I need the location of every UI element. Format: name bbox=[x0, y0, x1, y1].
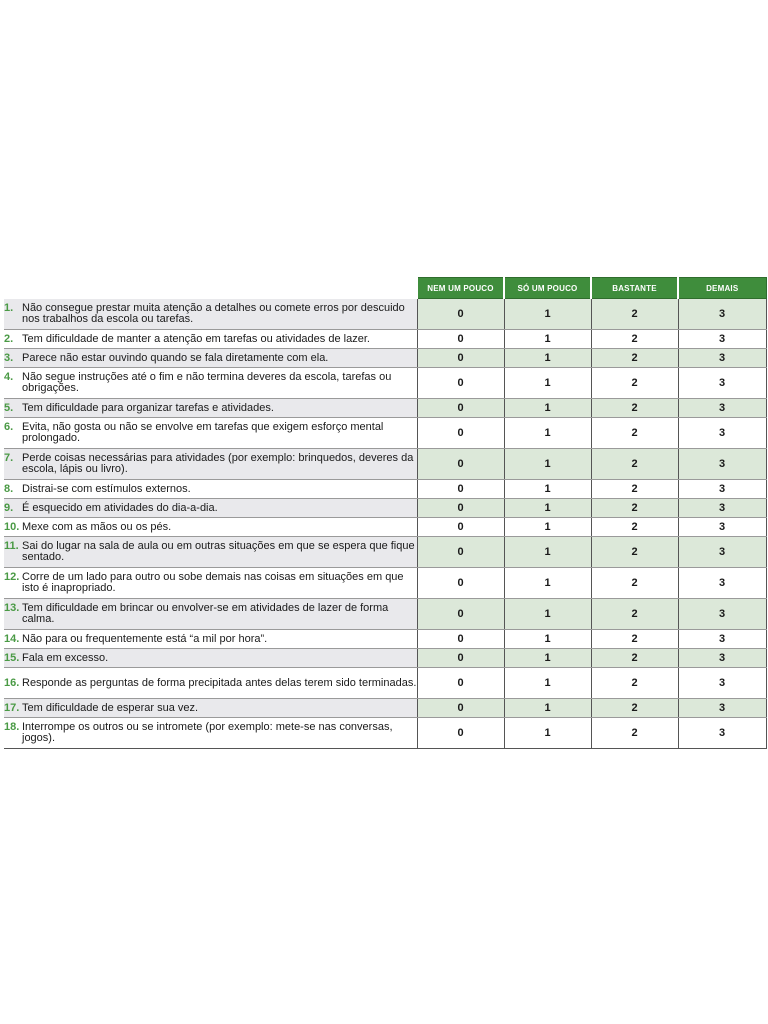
score-cell: 2 bbox=[591, 349, 678, 368]
table-row bbox=[4, 568, 766, 599]
item-text: Tem dificuldade de esperar sua vez. bbox=[22, 701, 199, 714]
score-cell: 0 bbox=[417, 418, 504, 449]
item-cell bbox=[4, 668, 417, 699]
score-cell: 1 bbox=[504, 599, 591, 630]
score-cell: 2 bbox=[591, 330, 678, 349]
table-row bbox=[4, 499, 766, 518]
item-cell bbox=[4, 518, 417, 537]
table-row bbox=[4, 299, 766, 330]
item-number: 6. bbox=[4, 421, 14, 433]
header-bastante: BASTANTE bbox=[591, 278, 678, 299]
table-row bbox=[4, 349, 766, 368]
item-cell bbox=[4, 399, 417, 418]
table-row bbox=[4, 599, 766, 630]
item-cell bbox=[4, 537, 417, 568]
item-text: Tem dificuldade em brincar ou envolver-se em atividades de lazer de forma calma. bbox=[22, 602, 389, 625]
score-cell: 3 bbox=[678, 718, 766, 749]
score-cell: 3 bbox=[678, 368, 766, 399]
score-cell: 0 bbox=[417, 399, 504, 418]
score-cell: 0 bbox=[417, 299, 504, 330]
symptom-rating-table bbox=[4, 277, 767, 749]
score-cell: 2 bbox=[591, 699, 678, 718]
item-cell bbox=[4, 449, 417, 480]
item-number: 9. bbox=[4, 501, 14, 514]
item-text: Parece não estar ouvindo quando se fala diretamente com ela. bbox=[22, 351, 329, 364]
item-cell bbox=[4, 649, 417, 668]
table-row bbox=[4, 518, 766, 537]
score-cell: 2 bbox=[591, 480, 678, 499]
score-cell: 2 bbox=[591, 499, 678, 518]
score-cell: 0 bbox=[417, 499, 504, 518]
table-row bbox=[4, 330, 766, 349]
score-cell: 1 bbox=[504, 330, 591, 349]
score-cell: 1 bbox=[504, 649, 591, 668]
item-text: Tem dificuldade de manter a atenção em tarefas ou atividades de lazer. bbox=[22, 332, 370, 345]
score-cell: 0 bbox=[417, 699, 504, 718]
item-number: 1. bbox=[4, 301, 14, 314]
item-text: Evita, não gosta ou não se envolve em tarefas que exigem esforço mental prolongado. bbox=[22, 421, 384, 444]
score-cell: 1 bbox=[504, 368, 591, 399]
score-cell: 3 bbox=[678, 599, 766, 630]
score-cell: 3 bbox=[678, 499, 766, 518]
score-cell: 3 bbox=[678, 418, 766, 449]
score-cell: 1 bbox=[504, 518, 591, 537]
item-number: 16. bbox=[4, 676, 20, 689]
score-cell: 0 bbox=[417, 518, 504, 537]
score-cell: 1 bbox=[504, 449, 591, 480]
score-cell: 0 bbox=[417, 349, 504, 368]
score-cell: 2 bbox=[591, 418, 678, 449]
item-text: Não consegue prestar muita atenção a detalhes ou comete erros por descuido nos trabalhos da escola ou tarefas. bbox=[22, 301, 405, 325]
score-cell: 3 bbox=[678, 299, 766, 330]
score-cell: 0 bbox=[417, 449, 504, 480]
score-cell: 0 bbox=[417, 718, 504, 749]
score-cell: 2 bbox=[591, 399, 678, 418]
score-cell: 0 bbox=[417, 630, 504, 649]
header-demais: DEMAIS bbox=[678, 278, 766, 299]
item-cell bbox=[4, 349, 417, 368]
score-cell: 3 bbox=[678, 568, 766, 599]
item-number: 18. bbox=[4, 721, 20, 733]
item-number: 12. bbox=[4, 571, 20, 583]
score-cell: 3 bbox=[678, 518, 766, 537]
item-text: Perde coisas necessárias para atividades (por exemplo: brinquedos, deveres da escola, lápis ou livro). bbox=[22, 452, 414, 475]
table-row bbox=[4, 537, 766, 568]
score-cell: 3 bbox=[678, 399, 766, 418]
score-cell: 0 bbox=[417, 649, 504, 668]
item-number: 3. bbox=[4, 351, 14, 364]
item-number: 8. bbox=[4, 482, 14, 495]
score-cell: 0 bbox=[417, 568, 504, 599]
score-cell: 1 bbox=[504, 399, 591, 418]
score-cell: 1 bbox=[504, 480, 591, 499]
score-cell: 0 bbox=[417, 599, 504, 630]
item-number: 5. bbox=[4, 401, 14, 414]
score-cell: 1 bbox=[504, 499, 591, 518]
score-cell: 2 bbox=[591, 299, 678, 330]
table-row bbox=[4, 668, 766, 699]
item-number: 2. bbox=[4, 332, 14, 345]
table-row bbox=[4, 649, 766, 668]
score-cell: 2 bbox=[591, 449, 678, 480]
item-text: Não para ou frequentemente está “a mil por hora”. bbox=[22, 632, 268, 645]
item-cell bbox=[4, 480, 417, 499]
score-cell: 2 bbox=[591, 630, 678, 649]
score-cell: 2 bbox=[591, 518, 678, 537]
score-cell: 3 bbox=[678, 330, 766, 349]
score-cell: 3 bbox=[678, 449, 766, 480]
item-cell bbox=[4, 599, 417, 630]
item-cell bbox=[4, 330, 417, 349]
item-number: 13. bbox=[4, 602, 20, 614]
item-cell bbox=[4, 630, 417, 649]
score-cell: 3 bbox=[678, 649, 766, 668]
item-number: 17. bbox=[4, 701, 20, 714]
score-cell: 2 bbox=[591, 568, 678, 599]
table-row bbox=[4, 368, 766, 399]
table-row bbox=[4, 630, 766, 649]
header-corner bbox=[4, 278, 417, 299]
score-cell: 1 bbox=[504, 537, 591, 568]
score-cell: 2 bbox=[591, 649, 678, 668]
item-text: Mexe com as mãos ou os pés. bbox=[22, 520, 172, 533]
score-cell: 1 bbox=[504, 568, 591, 599]
score-cell: 3 bbox=[678, 480, 766, 499]
item-cell bbox=[4, 299, 417, 330]
score-cell: 3 bbox=[678, 668, 766, 699]
item-text: Corre de um lado para outro ou sobe demais nas coisas em situações em que isto é inapropriado. bbox=[22, 571, 404, 594]
score-cell: 0 bbox=[417, 480, 504, 499]
score-cell: 3 bbox=[678, 630, 766, 649]
table-row bbox=[4, 449, 766, 480]
score-cell: 1 bbox=[504, 699, 591, 718]
item-cell bbox=[4, 418, 417, 449]
item-text: Distrai-se com estímulos externos. bbox=[22, 482, 191, 495]
score-cell: 2 bbox=[591, 599, 678, 630]
score-cell: 2 bbox=[591, 718, 678, 749]
table-row bbox=[4, 480, 766, 499]
table-row bbox=[4, 718, 766, 749]
score-cell: 2 bbox=[591, 537, 678, 568]
item-cell bbox=[4, 699, 417, 718]
item-number: 14. bbox=[4, 632, 20, 645]
item-cell bbox=[4, 368, 417, 399]
table-row bbox=[4, 399, 766, 418]
item-text: Sai do lugar na sala de aula ou em outras situações em que se espera que fique sentado. bbox=[22, 540, 415, 563]
header-row bbox=[4, 278, 766, 299]
score-cell: 3 bbox=[678, 537, 766, 568]
score-cell: 0 bbox=[417, 668, 504, 699]
score-cell: 3 bbox=[678, 349, 766, 368]
item-text: Responde as perguntas de forma precipitada antes delas terem sido terminadas. bbox=[22, 676, 417, 689]
item-number: 11. bbox=[4, 540, 19, 552]
score-cell: 2 bbox=[591, 668, 678, 699]
item-text: Fala em excesso. bbox=[22, 651, 109, 664]
score-cell: 1 bbox=[504, 299, 591, 330]
score-cell: 1 bbox=[504, 418, 591, 449]
item-cell bbox=[4, 568, 417, 599]
header-nem-um-pouco: NEM UM POUCO bbox=[417, 278, 504, 299]
table-row bbox=[4, 699, 766, 718]
score-cell: 3 bbox=[678, 699, 766, 718]
table-row bbox=[4, 418, 766, 449]
score-cell: 1 bbox=[504, 718, 591, 749]
score-cell: 0 bbox=[417, 368, 504, 399]
item-number: 7. bbox=[4, 452, 14, 464]
score-cell: 0 bbox=[417, 537, 504, 568]
header-so-um-pouco: SÓ UM POUCO bbox=[504, 278, 591, 299]
item-cell bbox=[4, 499, 417, 518]
score-cell: 1 bbox=[504, 668, 591, 699]
score-cell: 2 bbox=[591, 368, 678, 399]
item-number: 10. bbox=[4, 520, 20, 533]
item-cell bbox=[4, 718, 417, 749]
item-text: Interrompe os outros ou se intromete (por exemplo: mete-se nas conversas, jogos). bbox=[22, 721, 393, 744]
score-cell: 0 bbox=[417, 330, 504, 349]
item-text: Não segue instruções até o fim e não termina deveres da escola, tarefas ou obrigações. bbox=[22, 371, 392, 394]
item-text: Tem dificuldade para organizar tarefas e atividades. bbox=[22, 401, 274, 414]
item-number: 15. bbox=[4, 651, 20, 664]
item-text: É esquecido em atividades do dia-a-dia. bbox=[22, 501, 218, 514]
score-cell: 1 bbox=[504, 349, 591, 368]
item-number: 4. bbox=[4, 371, 14, 383]
score-cell: 1 bbox=[504, 630, 591, 649]
